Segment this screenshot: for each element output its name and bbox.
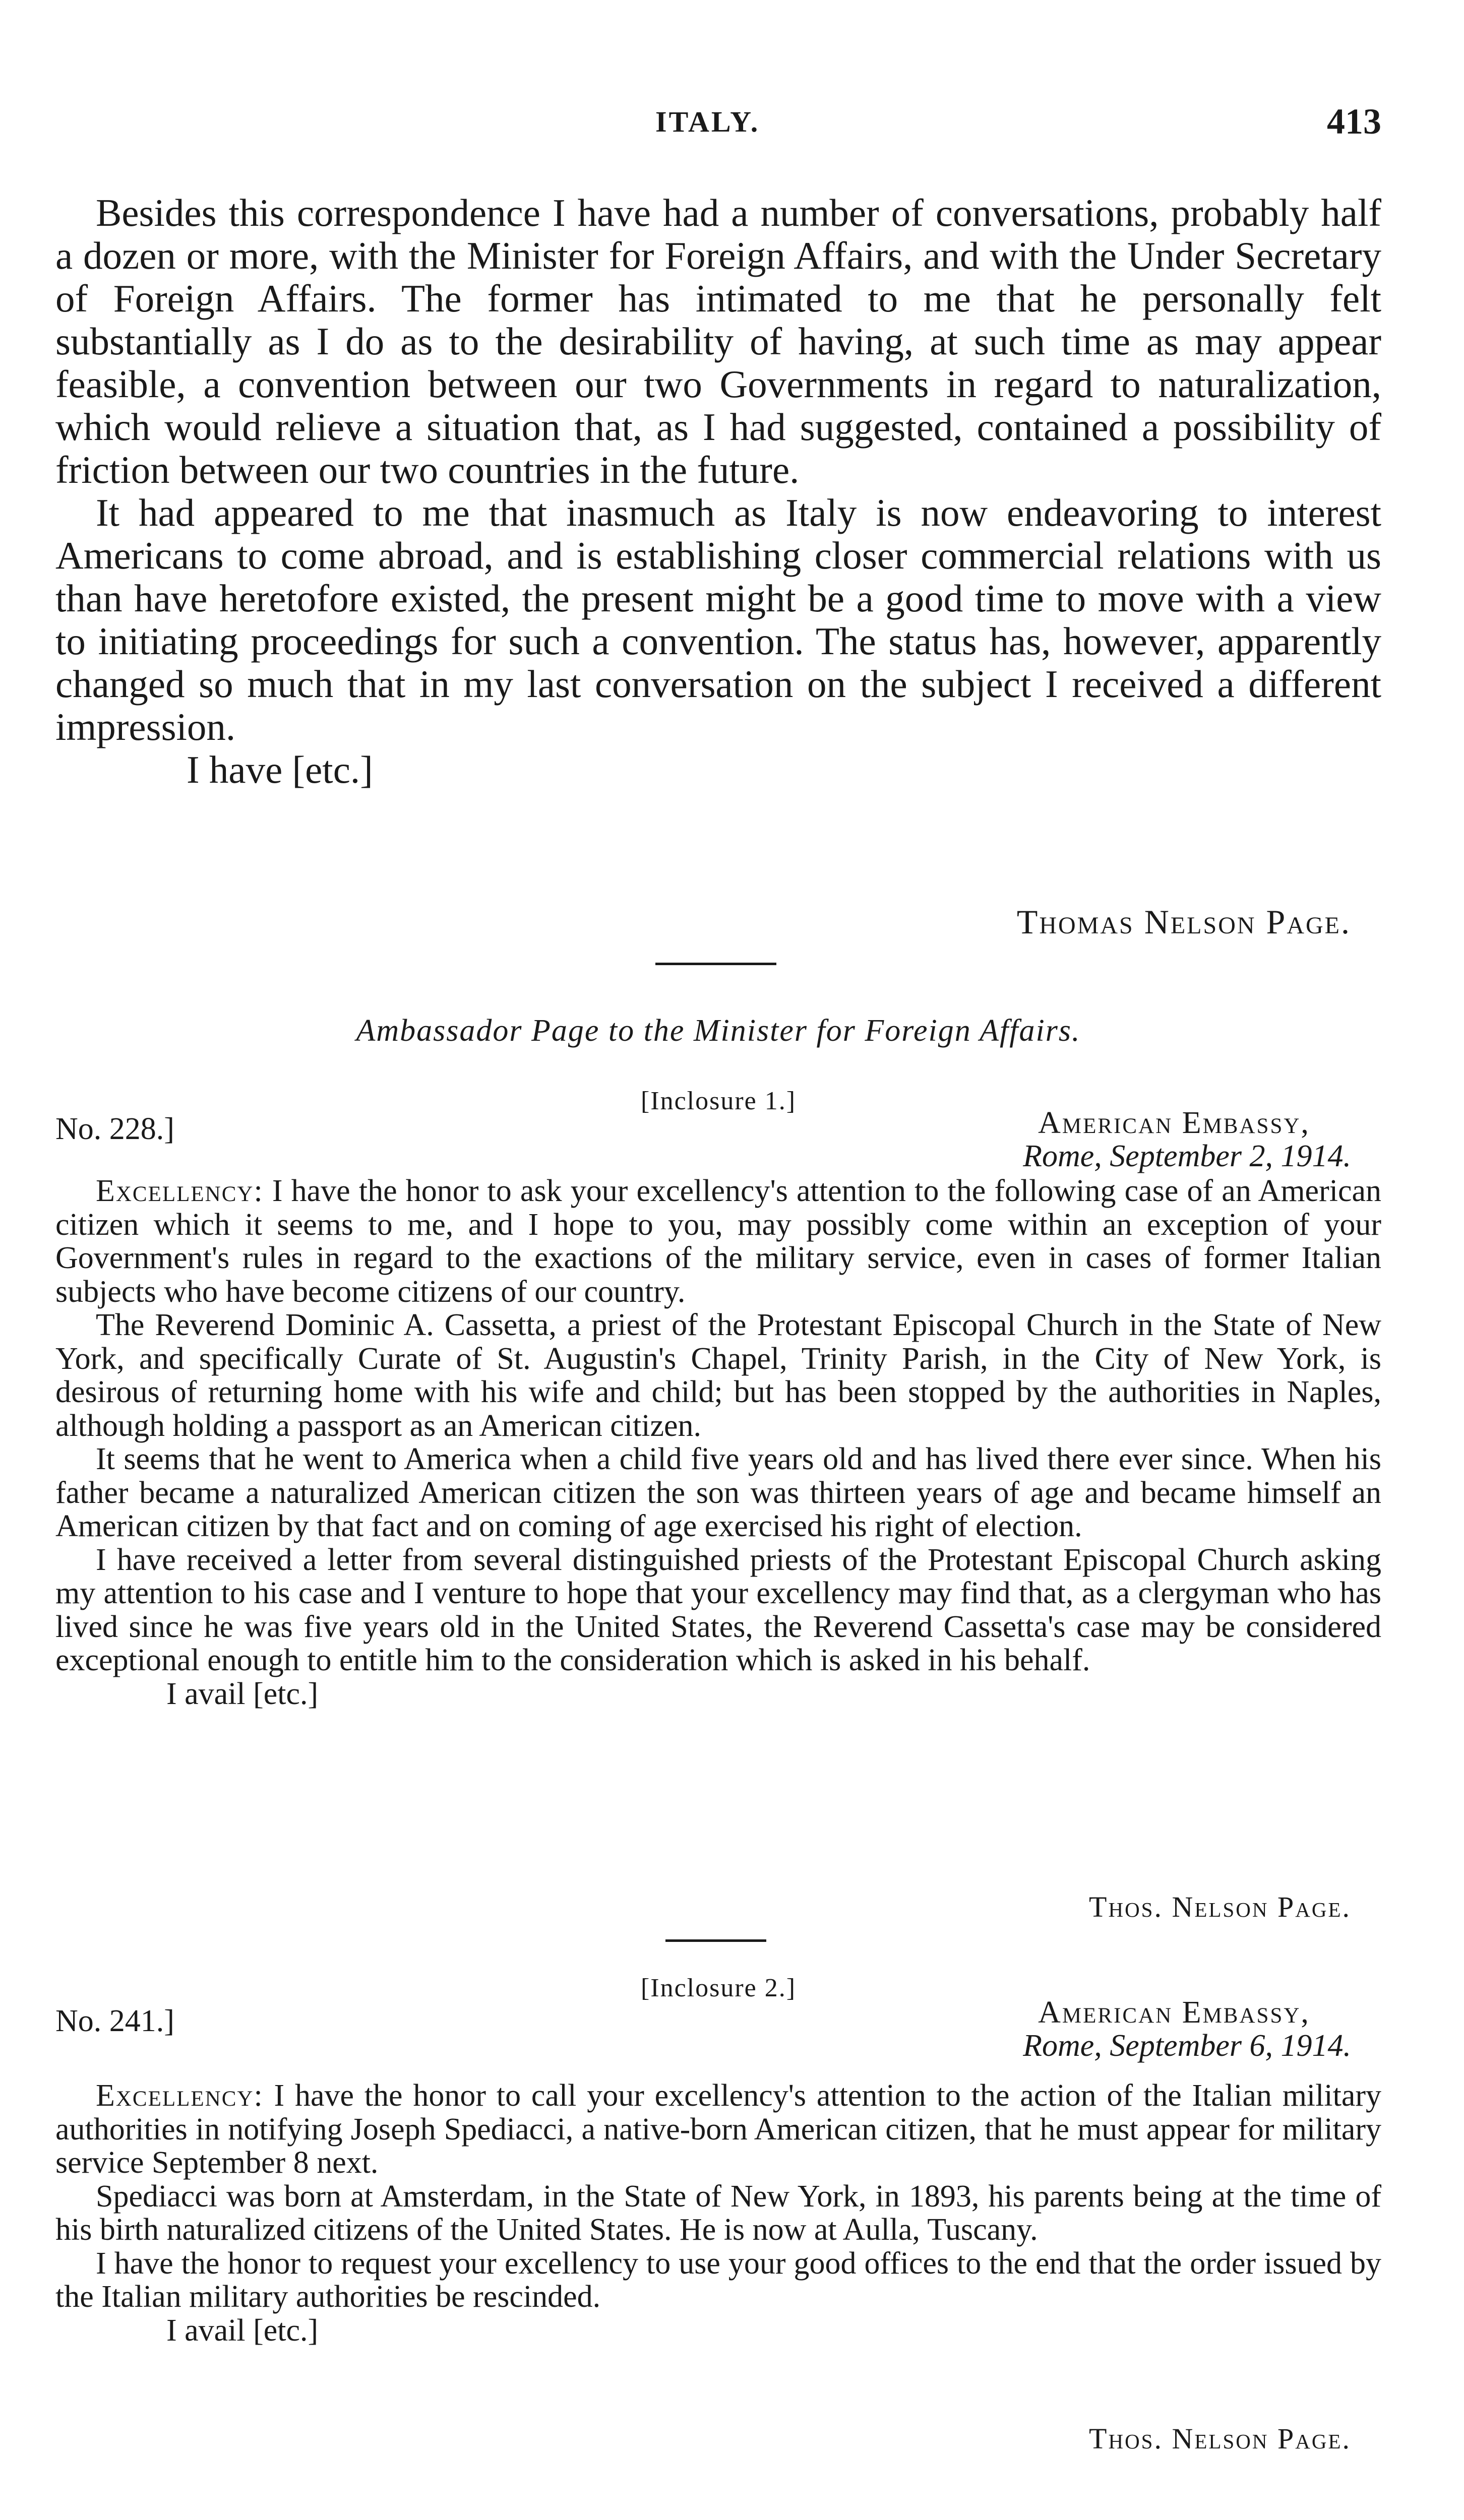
dateline — [1023, 1996, 1351, 2062]
paragraph: I have received a letter from several distinguished priests of the Protestant Episcopal Church asking my attention to his case and I venture to hope that your excellency may find that, as a clergyman who has lived since he was five years old in the United States, the Reverend Cassetta's case may be considered exceptional enough to entitle him to the consideration which is asked in his behalf. — [55, 1542, 1381, 1677]
paragraph: The Reverend Dominic A. Cassetta, a priest of the Protestant Episcopal Church in the State of New York, and specifically Curate of St. Augustin's Chapel, Trinity Parish, in the City of New York, is desirous of returning home with his wife and child; but has been stopped by the authorities in Naples, although holding a passport as an American citizen. — [55, 1308, 1381, 1443]
section-divider — [665, 1939, 766, 1942]
signature: Thos. Nelson Page. — [1089, 2422, 1351, 2455]
inclosure-2-body — [55, 2079, 1381, 2347]
closing-line: I avail [etc.] — [166, 2313, 319, 2348]
page-number: 413 — [1327, 101, 1381, 142]
signature: Thomas Nelson Page. — [1016, 903, 1351, 941]
paragraph — [55, 2079, 1381, 2180]
signature: Thos. Nelson Page. — [1089, 1891, 1351, 1923]
inclosure-1-body — [55, 1174, 1381, 1711]
paragraph: Besides this correspondence I have had a number of conversations, probably half a dozen or more, with the Minister for Foreign Affairs, and with the Under Secretary of Foreign Affairs. The former has intimated to me that he personally felt substantially as I do as to the desirability of having, at such time as may appear feasible, a convention between our two Governments in regard to naturalization, which would relieve a situation that, as I had suggested, contained a possibility of friction between our two countries in the future. — [55, 191, 1381, 491]
paragraph: I have the honor to request your excellency to use your good offices to the end that the order issued by the Italian military authorities be rescinded. — [55, 2246, 1381, 2314]
embassy-name: American Embassy, — [1038, 1106, 1310, 1140]
page-header — [55, 101, 1381, 146]
closing-line: I have [etc.] — [187, 748, 373, 791]
letter-number: No. 241.] — [55, 2004, 174, 2038]
letter-date: Rome, September 6, 1914. — [1023, 2029, 1351, 2063]
section-divider — [655, 963, 776, 965]
salutation: Excellency: — [96, 1174, 264, 1208]
letter-date: Rome, September 2, 1914. — [1023, 1139, 1351, 1173]
section-caption: Ambassador Page to the Minister for Foreign Affairs. — [356, 1014, 1081, 1048]
paragraph: Spediacci was born at Amsterdam, in the State of New York, in 1893, his parents being at the time of his birth naturalized citizens of the United States. He is now at Aulla, Tuscany. — [55, 2179, 1381, 2247]
paragraph-text: I have the honor to ask your excellency's attention to the following case of an American citizen which it seems to me, and I hope to you, may possibly come within an exception of your Government's rules in regard to the exactions of the military service, even in cases of former Italian subjects who have become citizens of our country. — [55, 1174, 1381, 1309]
document-page — [55, 0, 1381, 2520]
paragraph — [55, 1174, 1381, 1308]
embassy-name: American Embassy, — [1038, 1995, 1310, 2030]
letter-number: No. 228.] — [55, 1112, 174, 1146]
main-letter-body — [55, 192, 1381, 791]
paragraph: It seems that he went to America when a child five years old and has lived there ever since. When his father became a naturalized American citizen the son was thirteen years of age and became himself an American citizen by that fact and on coming of age exercised his right of election. — [55, 1442, 1381, 1543]
running-head: ITALY. — [655, 105, 760, 138]
inclosure-label: [Inclosure 2.] — [640, 1974, 797, 2002]
paragraph: It had appeared to me that inasmuch as Italy is now endeavoring to interest Americans to come abroad, and is establishing closer commercial relations with us than have heretofore existed, the present might be a good time to move with a view to initiating proceedings for such a convention. The status has, however, apparently changed so much that in my last conversation on the subject I received a different impression. — [55, 491, 1381, 748]
dateline — [1023, 1106, 1351, 1173]
inclosure-label: [Inclosure 1.] — [640, 1087, 797, 1115]
paragraph-text: I have the honor to call your excellency's attention to the action of the Italian military authorities in notifying Joseph Spediacci, a native-born American citizen, that he must appear for military service September 8 next. — [55, 2078, 1381, 2180]
closing-line: I avail [etc.] — [166, 1676, 319, 1711]
salutation: Excellency: — [96, 2078, 264, 2113]
